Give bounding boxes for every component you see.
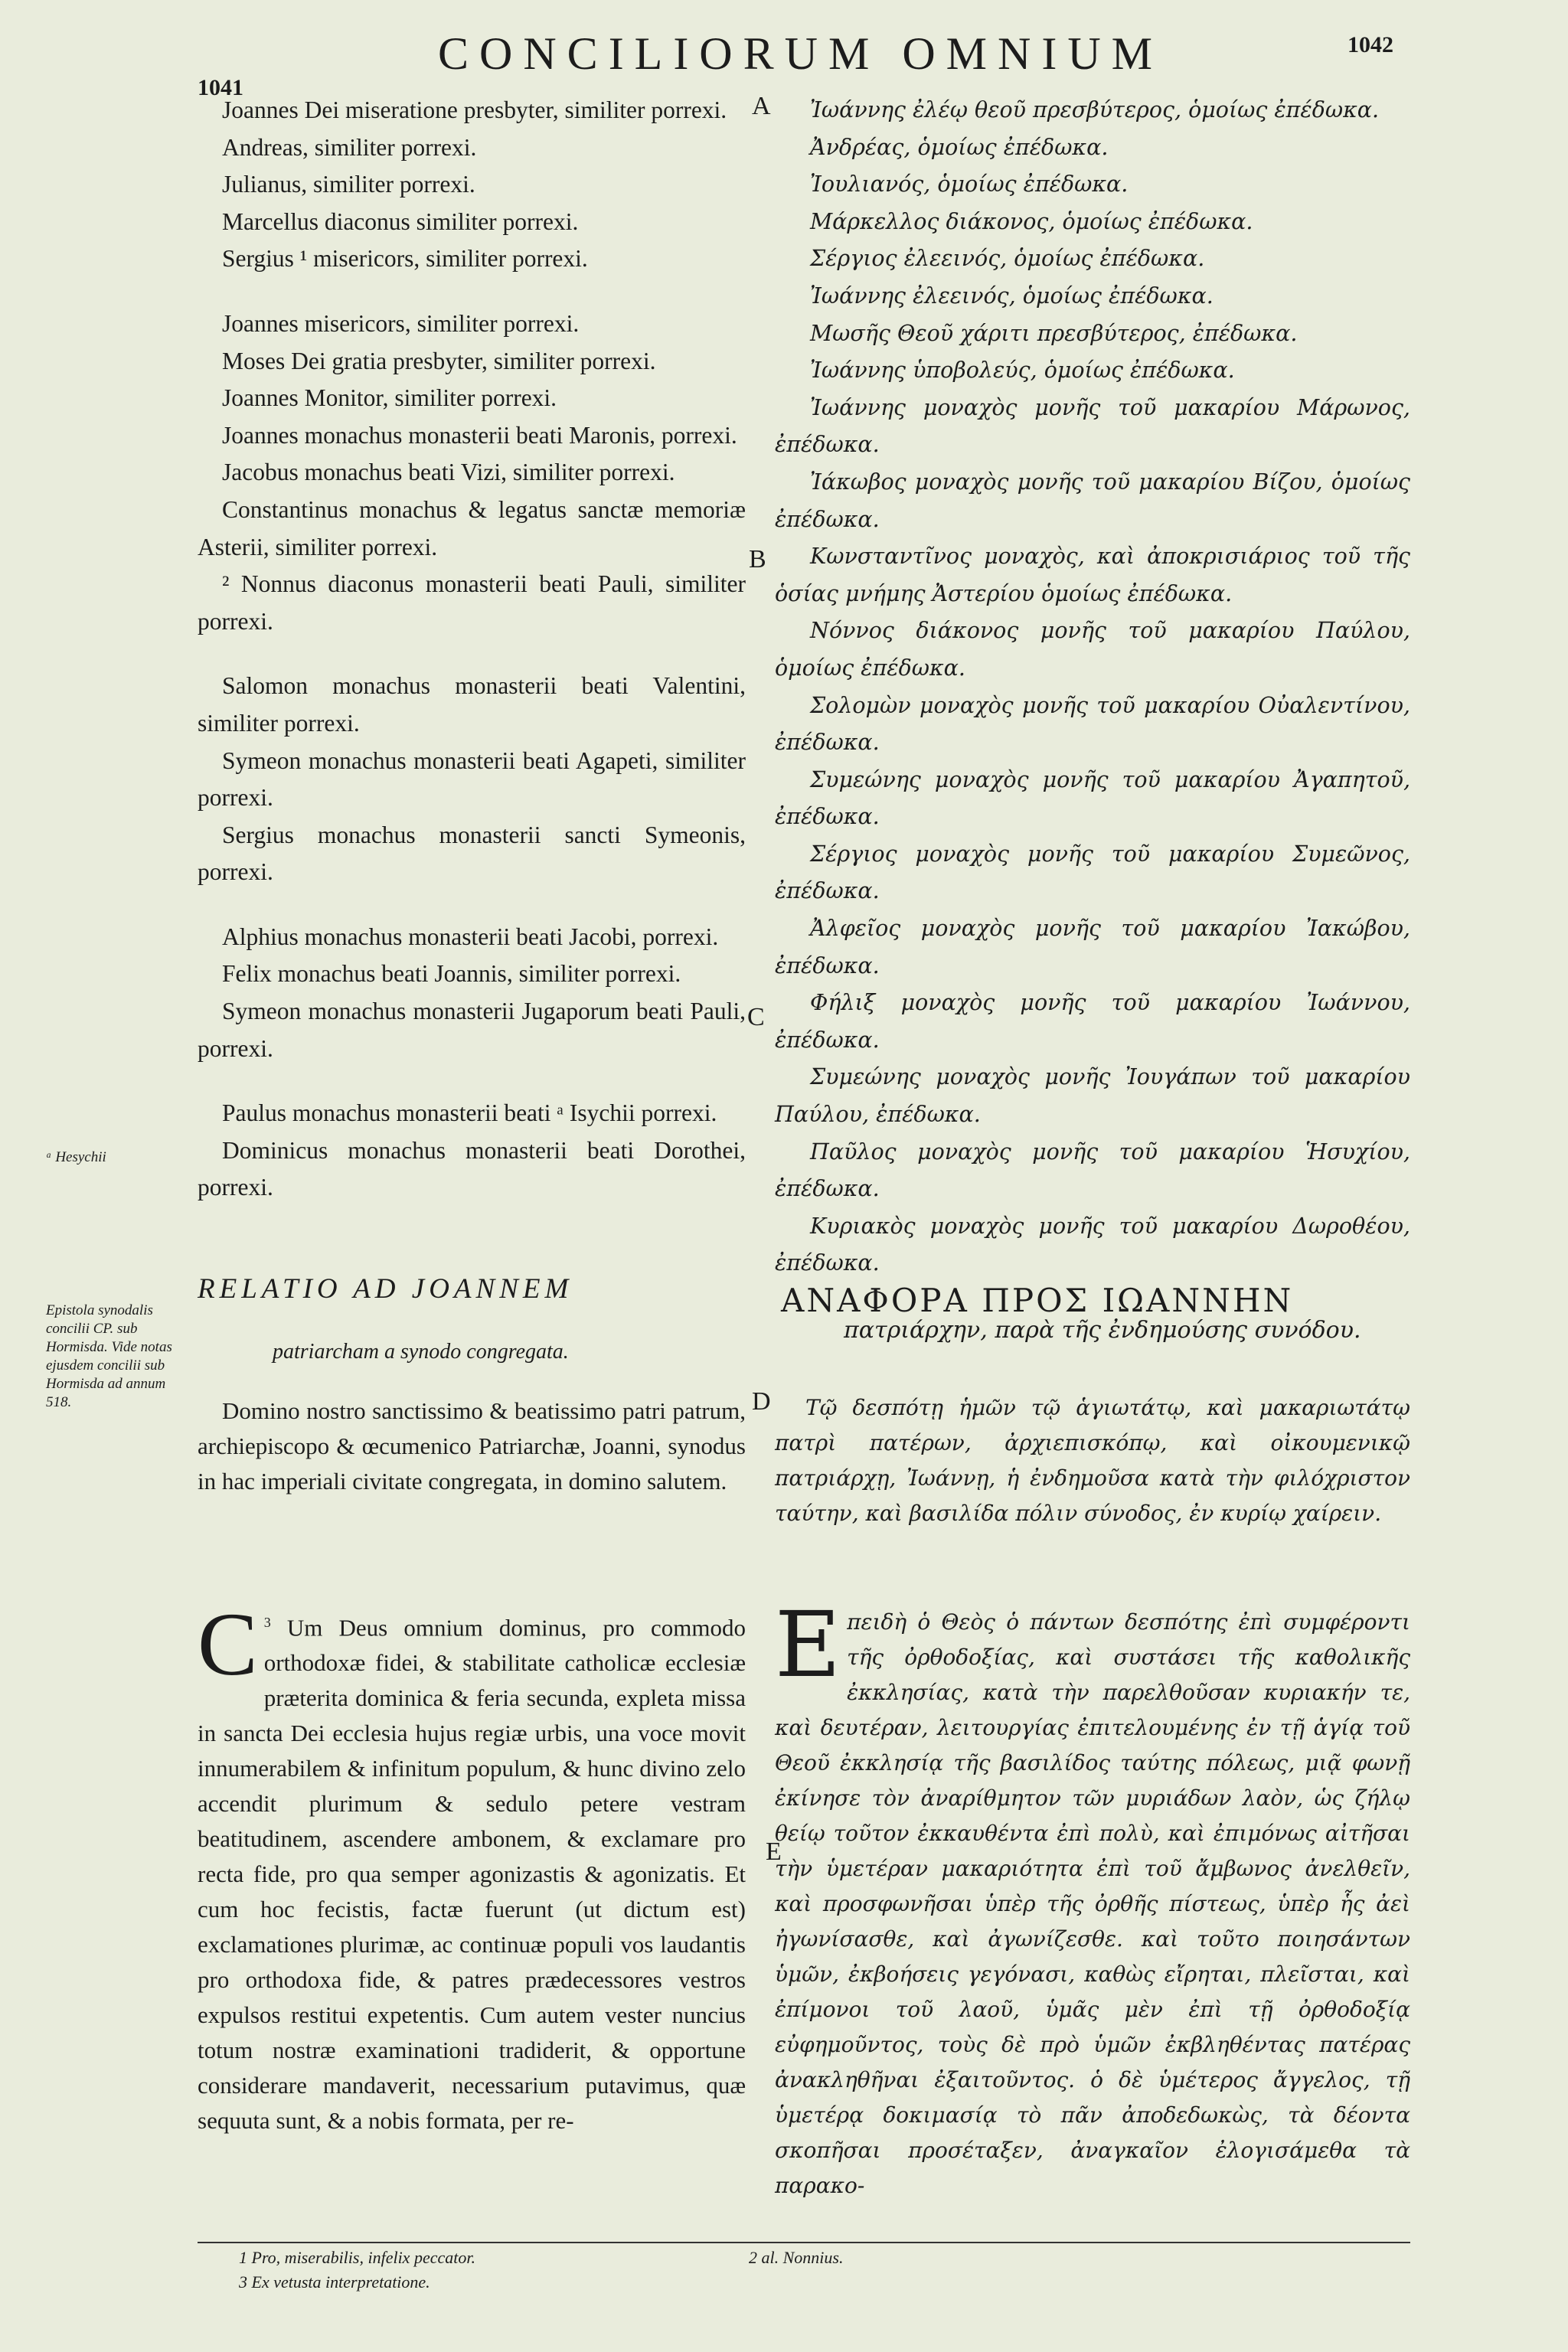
latin-entry: Felix monachus beati Joannis, similiter porrexi.	[222, 960, 681, 988]
greek-entry: Ἰουλιανός, ὁμοίως ἐπέδωκα.	[810, 172, 1129, 198]
latin-entry: Jacobus monachus beati Vizi, similiter porrexi.	[222, 459, 675, 486]
section-marker-b: B	[749, 545, 766, 573]
greek-entry: Ἀλφεῖος μοναχὸς μονῆς τοῦ μακαρίου Ἰακώβου, ἐπέδωκα.	[775, 916, 1410, 978]
section-marker-c: C	[747, 1003, 765, 1031]
greek-entry: Κυριακὸς μοναχὸς μονῆς τοῦ μακαρίου Δωροθέου, ἐπέδωκα.	[775, 1213, 1410, 1276]
latin-entry: Joannes Dei miseratione presbyter, similiter porrexi.	[222, 96, 727, 123]
greek-entry: Νόννος διάκονος μονῆς τοῦ μακαρίου Παύλου, ὁμοίως ἐπέδωκα.	[775, 618, 1410, 681]
latin-entry: Sergius monachus monasterii sancti Symeonis, porrexi.	[198, 821, 746, 886]
page-number-right: 1042	[1348, 32, 1393, 57]
greek-dropcap: Ε	[775, 1592, 841, 1697]
latin-body	[198, 1594, 746, 2138]
greek-entry: Παῦλος μοναχὸς μονῆς τοῦ μακαρίου Ἡσυχίου, ἐπέδωκα.	[775, 1138, 1410, 1202]
relatio-title: RELATIO AD JOANNEM	[198, 1273, 573, 1305]
latin-salutation: Domino nostro sanctissimo & beatissimo patri patrum, archiepiscopo & œcumenico Patriarchæ, Joanni, synodus in hac imperiali civitate congregata, in domino salutem.	[198, 1397, 746, 1494]
footnote-rule	[198, 2242, 1410, 2243]
latin-dropcap: C	[198, 1594, 258, 1694]
anaphora-subtitle: πατριάρχην, παρὰ τῆς ἐνδημούσης συνόδου.	[844, 1317, 1361, 1344]
latin-entry: Sergius ¹ misericors, similiter porrexi.	[222, 245, 588, 273]
greek-entry: Ἰωάννης ἐλέῳ θεοῦ πρεσβύτερος, ὁμοίως ἐπέδωκα.	[810, 97, 1380, 122]
greek-entry: Σέργιος ἐλεεινός, ὁμοίως ἐπέδωκα.	[810, 246, 1205, 272]
greek-entry: Ἰωάννης ὑποβολεύς, ὁμοίως ἐπέδωκα.	[810, 358, 1235, 384]
greek-entry: Συμεώνης μοναχὸς μονῆς τοῦ μακαρίου Ἀγαπητοῦ, ἐπέδωκα.	[775, 766, 1410, 830]
greek-entry: Ἀνδρέας, ὁμοίως ἐπέδωκα.	[810, 134, 1109, 160]
greek-entry: Συμεώνης μοναχὸς μονῆς Ἰουγάπων τοῦ μακαρίου Παύλου, ἐπέδωκα.	[775, 1064, 1410, 1128]
latin-entry: Joannes Monitor, similiter porrexi.	[222, 384, 557, 412]
footnote-2: 2 al. Nonnius.	[749, 2248, 844, 2267]
anaphora-title: ΑΝΑΦΟΡΑ ΠΡΟΣ ΙΩΑΝΝΗΝ	[781, 1282, 1294, 1319]
latin-entry: Andreas, similiter porrexi.	[222, 133, 477, 161]
margin-note-hesychii: ᵃ Hesychii	[46, 1149, 106, 1165]
relatio-subtitle: patriarcham a synodo congregata.	[273, 1340, 569, 1364]
latin-entry: Symeon monachus monasterii beati Agapeti, similiter porrexi.	[198, 746, 746, 812]
latin-entry: Joannes monachus monasterii beati Maronis, porrexi.	[222, 421, 737, 449]
margin-note-epistola: Epistola synodalis concilii CP. sub Hormisda. Vide notas ejusdem concilii sub Hormisda ad annum 518.	[46, 1302, 172, 1410]
section-marker-e: E	[766, 1838, 782, 1866]
latin-body-footnote-ref: 3	[263, 1615, 271, 1630]
greek-salutation: Τῷ δεσπότῃ ἡμῶν τῷ ἁγιωτάτῳ, καὶ μακαριωτάτῳ πατρὶ πατέρων, ἀρχιεπισκόπῳ, καὶ οἰκουμενικῷ πατριάρχῃ, Ἰωάννῃ, ἡ ἐνδημοῦσα κατὰ τὴν φιλόχριστον ταύτην, καὶ βασιλίδα πόλιν σύνοδος, ἐν κυρίῳ χαίρειν.	[775, 1395, 1410, 1526]
latin-entry: Marcellus diaconus similiter porrexi.	[222, 207, 579, 235]
greek-body-text: πειδὴ ὁ Θεὸς ὁ πάντων δεσπότης ἐπὶ συμφέροντι τῆς ὀρθοδοξίας, καὶ συστάσει τῆς καθολικῆς ἐκκλησίας, κατὰ τὴν παρελθοῦσαν κυριακήν τε, καὶ δευτέραν, λειτουργίας ἐπιτελουμένης ἐν τῇ ἁγίᾳ τοῦ Θεοῦ ἐκκλησίᾳ τῆς βασιλίδος ταύτης πόλεως, μιᾷ φωνῇ ἐκίνησε τὸν ἀναρίθμητον τῶν μυριάδων λαὸν, ὡς ζήλῳ θείῳ τοῦτον ἐκκαυθέντα ἐπὶ πολὺ, καὶ ἐπιμόνως αἰτῆσαι τὴν ὑμετέραν μακαριότητα ἐπὶ τοῦ ἄμβωνος ἀνελθεῖν, καὶ προσφωνῆσαι ὑπὲρ τῆς ὀρθῆς πίστεως, ὑπὲρ ἧς ἀεὶ ἠγωνίσασθε, καὶ ἀγωνίζεσθε. καὶ τοῦτο ποιησάντων ὑμῶν, ἐκβοήσεις γεγόνασι, καθὼς εἴρηται, πλεῖσται, καὶ ἐπίμονοι τοῦ λαοῦ, ὑμᾶς μὲν ἐπὶ τῇ ὀρθοδοξίᾳ εὐφημοῦντος, τοὺς δὲ πρὸ ὑμῶν ἐκβληθέντας πατέρας ἀνακληθῆναι ἐξαιτοῦντος. ὁ δὲ ὑμέτερος ἄγγελος, τῇ ὑμετέρᾳ δοκιμασίᾳ τὸ πᾶν ἀποδεδωκὼς, τὰ δέοντα σκοπῆσαι προσέταξεν, ἀναγκαῖον ἐλογισάμεθα τὰ παρακο-	[775, 1609, 1410, 2198]
footnote-1: 1 Pro, miserabilis, infelix peccator.	[239, 2248, 475, 2267]
page-number-left: 1041	[198, 75, 243, 100]
greek-signature-list	[775, 92, 1410, 1282]
greek-entry: Μωσῆς Θεοῦ χάριτι πρεσβύτερος, ἐπέδωκα.	[810, 320, 1298, 346]
greek-entry: Φήλιξ μοναχὸς μονῆς τοῦ μακαρίου Ἰωάννου, ἐπέδωκα.	[775, 990, 1410, 1053]
latin-entry: Symeon monachus monasterii Jugaporum beati Pauli, porrexi.	[198, 998, 746, 1062]
latin-body-text: Um Deus omnium dominus, pro commodo orthodoxæ fidei, & stabilitate catholicæ ecclesiæ præterita dominica & feria secunda, expleta missa in sancta Dei ecclesia hujus regiæ urbis, una voce movit innumerabilem & infinitum populum, & hunc divino zelo accendit plurimum & sedulo petere vestram beatitudinem, ascendere ambonem, & exclamare pro recta fide, pro qua semper agonizastis & agonizatis. Et cum hoc fecistis, factæ fuerunt (ut dictum est) exclamationes plurimæ, ac continuæ populi vos laudantis pro orthodoxa fide, & patres prædecessores vestros expulsos restitui expetentis. Cum autem vester nuncius totum nostræ examinationi tradiderit, & opportune considerare mandaverit, necessarium putavimus, quæ sequuta sunt, & a nobis formata, per re-	[198, 1614, 746, 2135]
greek-entry: Σολομὼν μοναχὸς μονῆς τοῦ μακαρίου Οὐαλεντίνου, ἐπέδωκα.	[775, 692, 1410, 756]
latin-entry: Julianus, similiter porrexi.	[222, 171, 475, 198]
greek-entry: Μάρκελλος διάκονος, ὁμοίως ἐπέδωκα.	[810, 208, 1253, 234]
latin-entry: Joannes misericors, similiter porrexi.	[222, 309, 580, 337]
latin-entry: Constantinus monachus & legatus sanctæ memoriæ Asterii, similiter porrexi.	[198, 495, 746, 560]
latin-entry: Moses Dei gratia presbyter, similiter porrexi.	[222, 347, 656, 374]
latin-entry: Alphius monachus monasterii beati Jacobi, porrexi.	[222, 923, 719, 950]
greek-body	[775, 1592, 1410, 2203]
latin-entry: Salomon monachus monasterii beati Valentini, similiter porrexi.	[198, 672, 746, 737]
greek-entry: Σέργιος μοναχὸς μονῆς τοῦ μακαρίου Συμεῶνος, ἐπέδωκα.	[775, 841, 1410, 904]
running-title: CONCILIORUM OMNIUM	[438, 28, 1164, 79]
section-marker-d: D	[752, 1387, 771, 1416]
latin-entry: Dominicus monachus monasterii beati Dorothei, porrexi.	[198, 1136, 746, 1201]
greek-entry: Ἰάκωβος μοναχὸς μονῆς τοῦ μακαρίου Βίζου, ὁμοίως ἐπέδωκα.	[775, 469, 1410, 532]
latin-entry: ² Nonnus diaconus monasterii beati Pauli, similiter porrexi.	[198, 570, 746, 635]
latin-signature-list	[198, 92, 746, 1207]
latin-entry: Paulus monachus monasterii beati ᵃ Isychii porrexi.	[222, 1099, 717, 1127]
section-marker-a: A	[752, 92, 771, 120]
footnote-3: 3 Ex vetusta interpretatione.	[239, 2272, 430, 2292]
greek-entry: Κωνσταντῖνος μοναχὸς, καὶ ἀποκρισιάριος τοῦ τῆς ὁσίας μνήμης Ἀστερίου ὁμοίως ἐπέδωκα.	[775, 544, 1410, 606]
greek-entry: Ἰωάννης ἐλεεινός, ὁμοίως ἐπέδωκα.	[810, 283, 1214, 309]
greek-entry: Ἰωάννης μοναχὸς μονῆς τοῦ μακαρίου Μάρωνος, ἐπέδωκα.	[775, 394, 1410, 458]
